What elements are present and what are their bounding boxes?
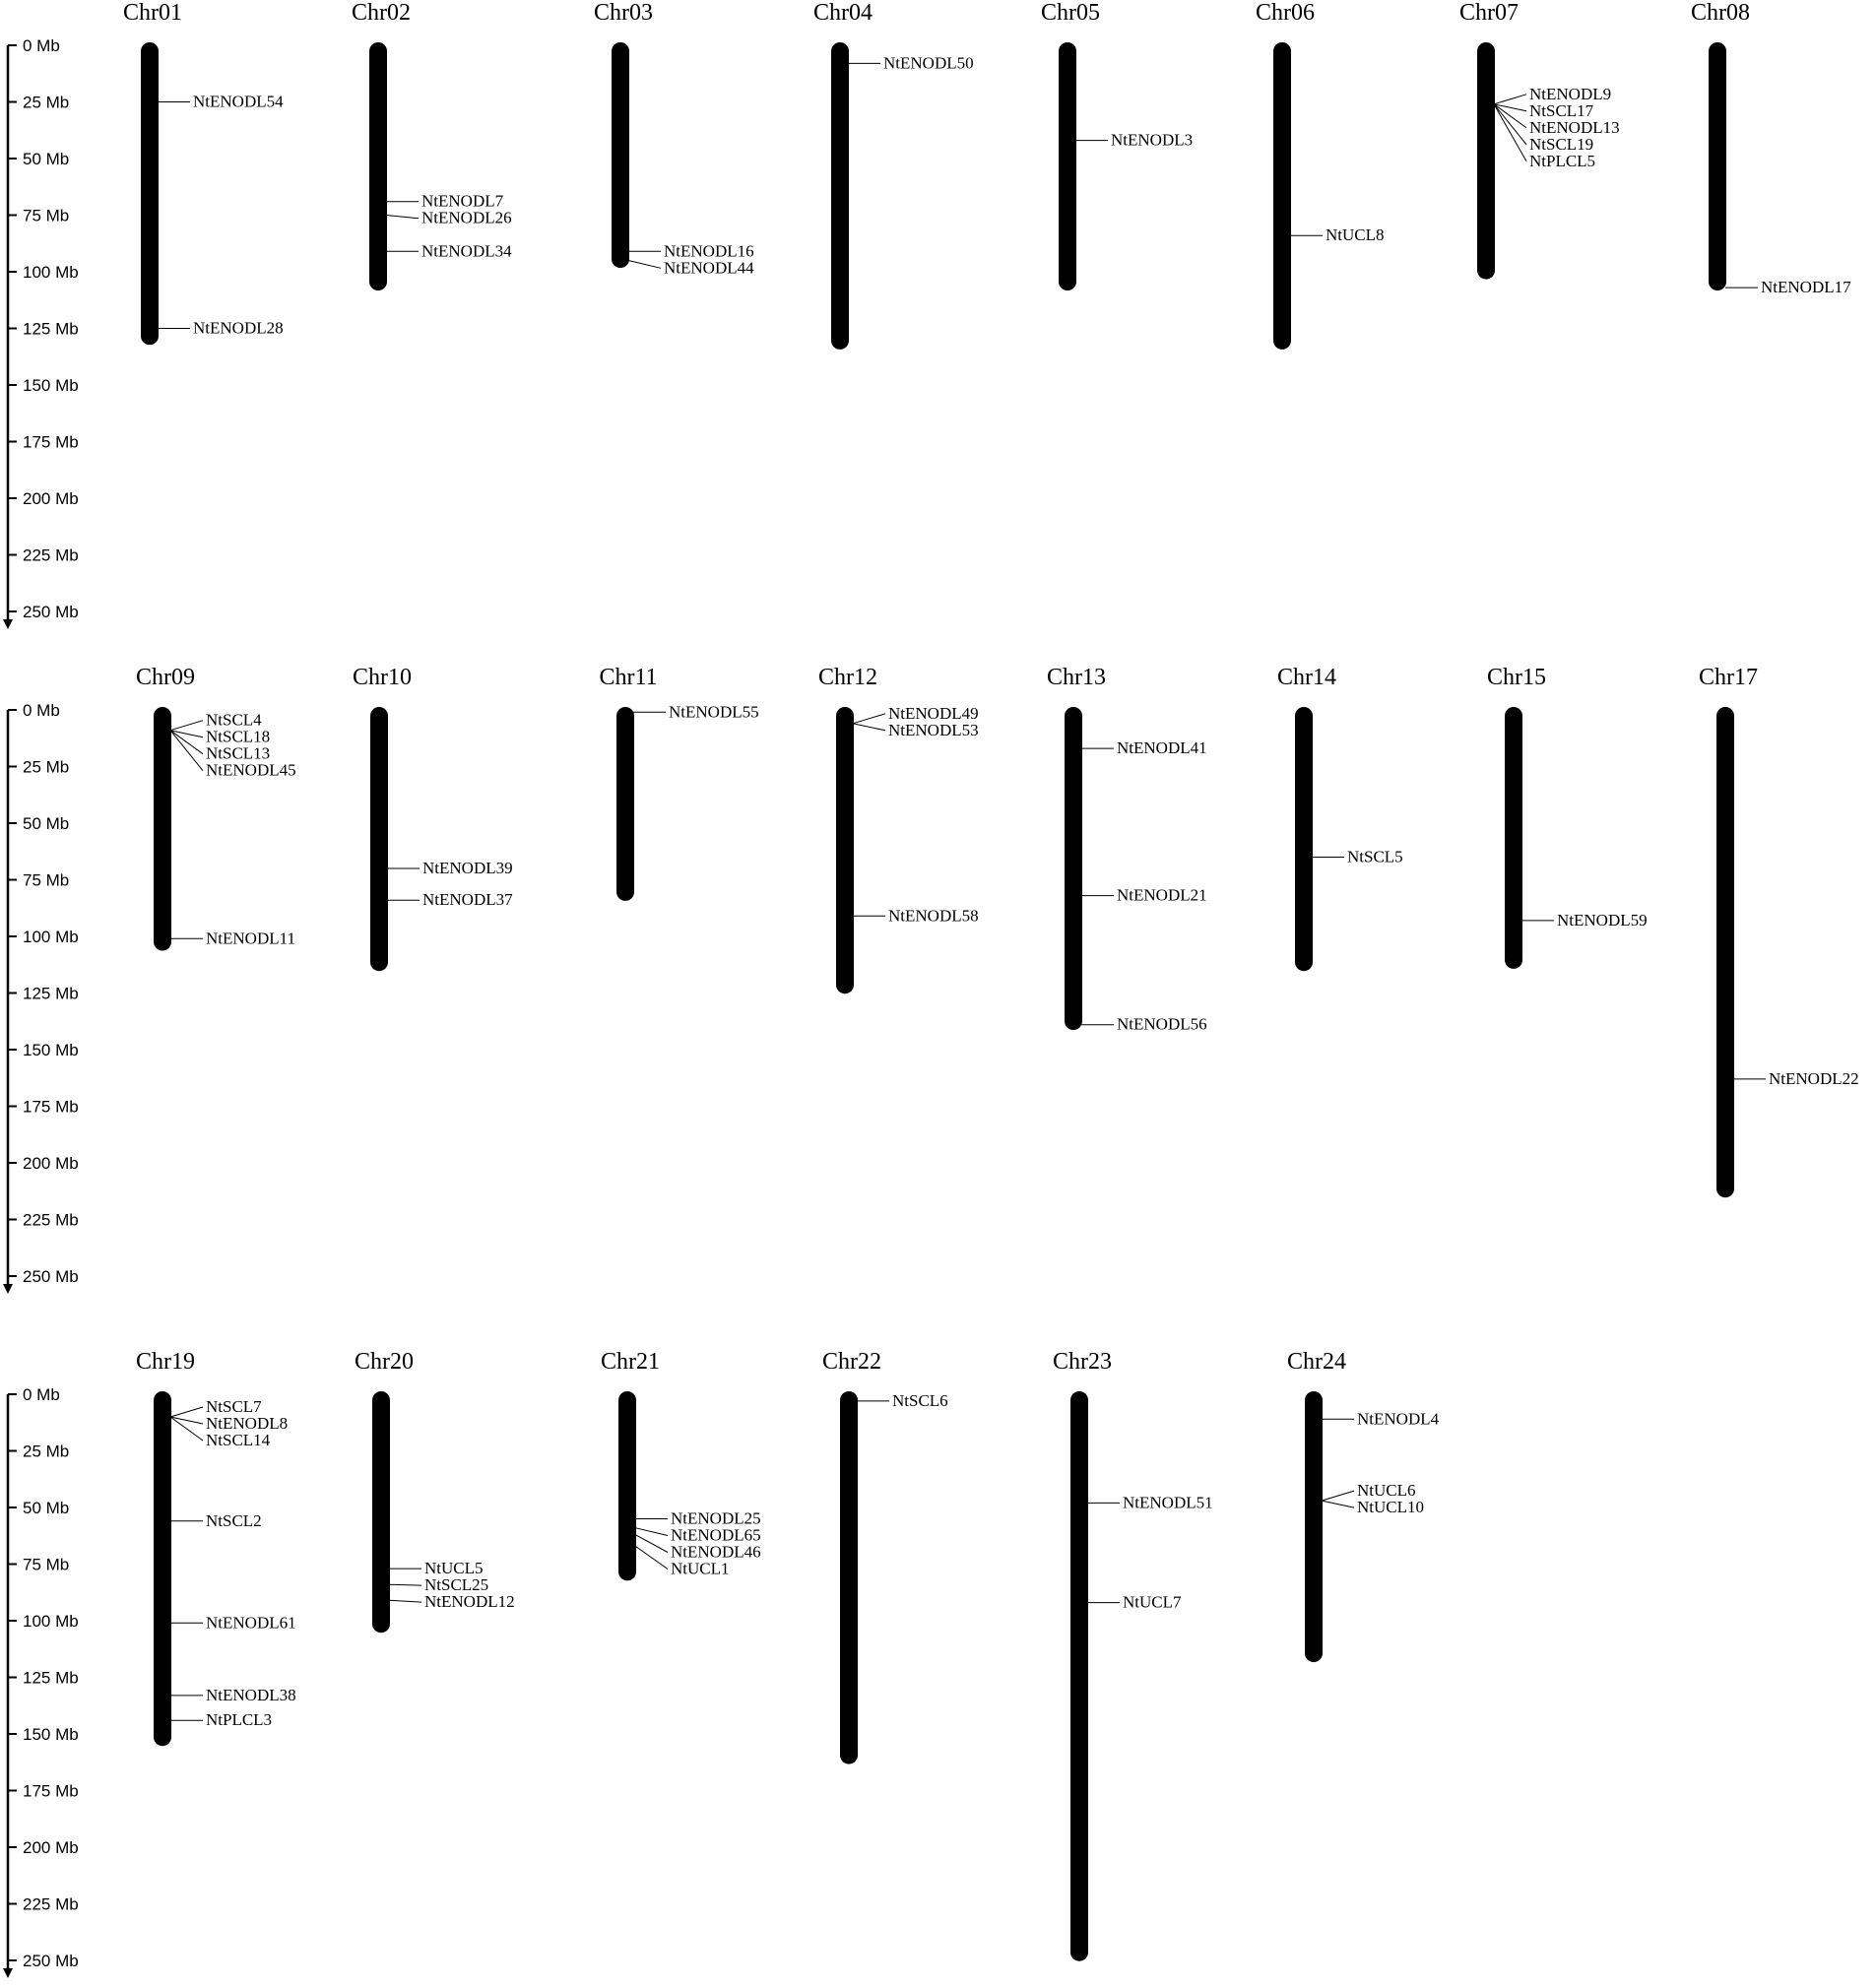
- gene-label: NtSCL17: [1529, 100, 1594, 120]
- chromosome-title: Chr11: [599, 665, 658, 690]
- scale-tick-label: 100 Mb: [23, 263, 79, 282]
- chromosome-title: Chr02: [352, 0, 411, 26]
- chromosome-bar: [154, 707, 171, 951]
- chromosome-bar: [372, 1391, 390, 1633]
- gene-label: NtENODL56: [1117, 1014, 1207, 1034]
- chromosome-bar: [1477, 42, 1495, 280]
- chromosome-title: Chr24: [1287, 1349, 1346, 1375]
- gene-label: NtENODL25: [671, 1508, 761, 1528]
- gene-label: NtENODL53: [888, 720, 979, 739]
- scale-tick-label: 250 Mb: [23, 1952, 79, 1970]
- gene-label: NtENODL49: [888, 703, 979, 723]
- gene-label: NtENODL50: [883, 53, 974, 73]
- chromosome-bar: [831, 42, 849, 350]
- chromosome-bar: [618, 1391, 636, 1580]
- gene-label: NtSCL5: [1347, 847, 1403, 866]
- chromosome-title: Chr01: [123, 0, 182, 26]
- gene-label: NtUCL1: [671, 1559, 730, 1578]
- chromosome-bar: [616, 707, 634, 901]
- gene-label: NtENODL61: [206, 1613, 296, 1633]
- scale-tick-label: 50 Mb: [23, 814, 70, 833]
- gene-label: NtENODL38: [206, 1685, 296, 1704]
- scale-tick-label: 200 Mb: [23, 489, 79, 508]
- chromosome-title: Chr13: [1047, 665, 1106, 690]
- chromosome-bar: [840, 1391, 858, 1764]
- gene-label: NtENODL11: [206, 929, 295, 948]
- gene-label: NtENODL26: [421, 208, 512, 227]
- chromosome-title: Chr10: [353, 665, 412, 690]
- gene-label: NtENODL22: [1769, 1068, 1859, 1088]
- gene-label: NtENODL58: [888, 906, 979, 926]
- chromosome-bar: [369, 42, 387, 290]
- chromosome-bar: [1295, 707, 1313, 971]
- scale-tick-label: 225 Mb: [23, 1210, 79, 1230]
- chromosome-title: Chr12: [818, 665, 877, 690]
- gene-label: NtUCL8: [1326, 225, 1385, 245]
- gene-label: NtENODL17: [1761, 278, 1851, 297]
- scale-tick-label: 200 Mb: [23, 1154, 79, 1173]
- gene-label: NtSCL7: [206, 1397, 262, 1416]
- gene-label: NtENODL16: [664, 241, 754, 261]
- gene-label: NtSCL25: [424, 1575, 489, 1595]
- chromosome-title: Chr03: [594, 0, 653, 26]
- gene-label: NtENODL65: [671, 1525, 761, 1545]
- gene-label: NtENODL9: [1529, 84, 1612, 103]
- gene-label: NtPLCL5: [1529, 151, 1596, 170]
- gene-label: NtENODL3: [1111, 130, 1194, 150]
- gene-label: NtENODL46: [671, 1542, 761, 1562]
- scale-tick-label: 75 Mb: [23, 206, 70, 225]
- chromosome-bar: [1065, 707, 1082, 1030]
- scale-tick-label: 225 Mb: [23, 545, 79, 565]
- gene-label: NtSCL4: [206, 710, 262, 730]
- chromosome-bar: [1273, 42, 1291, 350]
- chromosome-title: Chr06: [1256, 0, 1315, 26]
- gene-label: NtENODL39: [422, 859, 513, 877]
- chromosome-bar: [1059, 42, 1076, 290]
- scale-tick-label: 50 Mb: [23, 150, 70, 168]
- gene-label: NtSCL18: [206, 727, 271, 746]
- chromosome-title: Chr08: [1691, 0, 1750, 26]
- gene-label: NtENODL45: [206, 760, 296, 780]
- scale-tick-label: 0 Mb: [23, 701, 60, 720]
- scale-tick-label: 125 Mb: [23, 984, 79, 1003]
- chromosome-title: Chr04: [813, 0, 873, 26]
- gene-label: NtENODL55: [669, 702, 759, 722]
- scale-tick-label: 250 Mb: [23, 603, 79, 621]
- scale-tick-label: 25 Mb: [23, 93, 70, 112]
- scale-tick-label: 0 Mb: [23, 36, 60, 55]
- scale-tick-label: 50 Mb: [23, 1499, 70, 1517]
- scale-tick-label: 75 Mb: [23, 1555, 70, 1574]
- scale-tick-label: 100 Mb: [23, 928, 79, 946]
- gene-label: NtENODL34: [421, 241, 512, 261]
- chromosome-title: Chr23: [1053, 1349, 1112, 1375]
- scale-tick-label: 175 Mb: [23, 432, 79, 452]
- gene-label: NtENODL28: [193, 318, 284, 338]
- gene-label: NtPLCL3: [206, 1710, 273, 1730]
- gene-label: NtUCL6: [1357, 1481, 1416, 1501]
- chromosome-title: Chr19: [136, 1349, 195, 1375]
- scale-tick-label: 175 Mb: [23, 1781, 79, 1801]
- chromosome-bar: [836, 707, 854, 994]
- chromosome-title: Chr20: [355, 1349, 414, 1375]
- scale-tick-label: 150 Mb: [23, 1725, 79, 1744]
- scale-tick-label: 125 Mb: [23, 1668, 79, 1688]
- scale-tick-label: 200 Mb: [23, 1838, 79, 1857]
- chromosome-bar: [1716, 707, 1734, 1197]
- chromosome-bar: [1505, 707, 1522, 969]
- gene-label: NtSCL13: [206, 743, 271, 763]
- gene-label: NtENODL44: [664, 258, 754, 278]
- scale-tick-label: 75 Mb: [23, 870, 70, 890]
- gene-label: NtSCL2: [206, 1510, 262, 1530]
- gene-label: NtENODL51: [1123, 1493, 1213, 1512]
- gene-label: NtENODL59: [1557, 910, 1648, 929]
- chromosome-title: Chr14: [1277, 665, 1336, 690]
- chromosome-bar: [1070, 1391, 1088, 1961]
- gene-label: NtENODL21: [1117, 885, 1207, 905]
- gene-label: NtENODL12: [424, 1592, 515, 1612]
- gene-label: NtENODL54: [193, 92, 284, 111]
- chromosome-title: Chr09: [136, 665, 195, 690]
- chromosome-bar: [612, 42, 629, 268]
- gene-label: NtENODL8: [206, 1414, 289, 1433]
- scale-tick-label: 150 Mb: [23, 1041, 79, 1059]
- gene-label: NtUCL7: [1123, 1592, 1182, 1612]
- chromosome-title: Chr07: [1459, 0, 1519, 26]
- gene-label: NtUCL5: [424, 1559, 484, 1578]
- chromosome-title: Chr21: [601, 1349, 660, 1375]
- scale-tick-label: 25 Mb: [23, 757, 70, 777]
- scale-tick-label: 0 Mb: [23, 1385, 60, 1404]
- gene-label: NtENODL4: [1357, 1409, 1440, 1429]
- gene-label: NtENODL7: [421, 191, 504, 211]
- chromosome-bar: [1709, 42, 1726, 290]
- gene-label: NtSCL19: [1529, 134, 1594, 154]
- chromosome-bar: [370, 707, 388, 971]
- chromosome-title: Chr22: [822, 1349, 881, 1375]
- gene-label: NtENODL37: [422, 890, 513, 910]
- scale-tick-label: 25 Mb: [23, 1442, 70, 1461]
- chromosome-bar: [141, 42, 159, 345]
- scale-tick-label: 250 Mb: [23, 1267, 79, 1286]
- chromosome-bar: [154, 1391, 171, 1746]
- gene-label: NtENODL41: [1117, 738, 1207, 758]
- chromosome-title: Chr05: [1041, 0, 1100, 26]
- chromosome-title: Chr15: [1487, 665, 1546, 690]
- scale-tick-label: 175 Mb: [23, 1097, 79, 1117]
- scale-tick-label: 125 Mb: [23, 319, 79, 339]
- gene-label: NtUCL10: [1357, 1498, 1424, 1517]
- scale-tick-label: 100 Mb: [23, 1612, 79, 1631]
- scale-tick-label: 225 Mb: [23, 1894, 79, 1914]
- gene-label: NtSCL14: [206, 1431, 271, 1449]
- scale-tick-label: 150 Mb: [23, 376, 79, 395]
- chromosome-bar: [1305, 1391, 1323, 1662]
- gene-label: NtSCL6: [892, 1390, 948, 1410]
- gene-label: NtENODL13: [1529, 117, 1620, 137]
- chromosome-title: Chr17: [1699, 665, 1758, 690]
